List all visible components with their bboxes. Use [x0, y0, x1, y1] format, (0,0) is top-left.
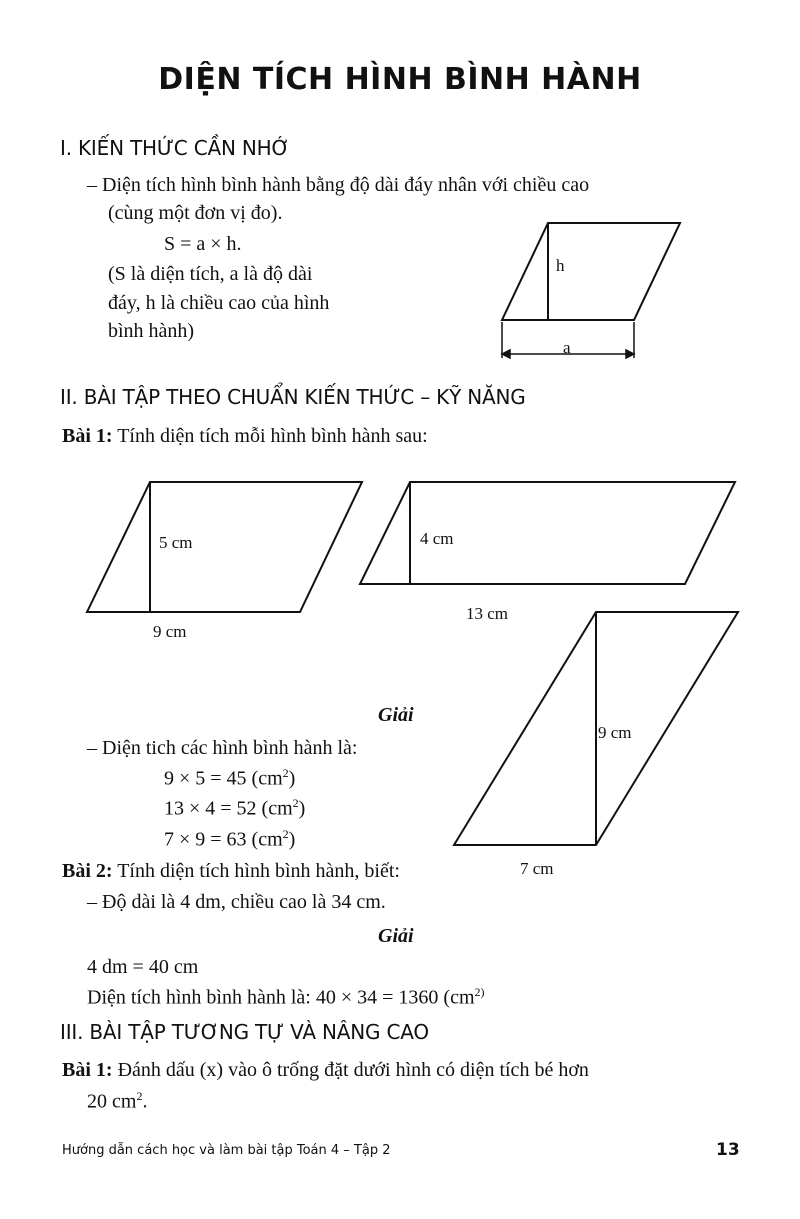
- fig2-height-label: 4 cm: [420, 529, 454, 548]
- solution-heading-1: Giải: [378, 704, 414, 726]
- parallelogram-1: [87, 482, 362, 612]
- fig2-base-label: 13 cm: [466, 604, 509, 623]
- parallelogram-2: [360, 482, 735, 584]
- fig1-height-label: 5 cm: [159, 533, 193, 552]
- fig3-base-label: 7 cm: [520, 859, 554, 878]
- section-1-heading: I. KIẾN THỨC CẦN NHỚ: [60, 136, 290, 160]
- formula-note-1: (S là diện tích, a là độ dài: [108, 263, 313, 285]
- height-label-h: h: [556, 256, 565, 275]
- exercise-label: Bài 1:: [62, 1059, 113, 1081]
- exercise-text: Đánh dấu (x) vào ô trống đặt dưới hình có diện tích bé hơn: [117, 1059, 589, 1081]
- section-1-line-2: (cùng một đơn vị đo).: [108, 202, 283, 224]
- solution-2-step-2: Diện tích hình bình hành là: 40 × 34 = 1360 ($cm^{2)}$: [87, 985, 485, 1009]
- fig1-base-label: 9 cm: [153, 622, 187, 641]
- parallelogram-3: [454, 612, 738, 845]
- section-3-exercise-1: [62, 1059, 589, 1082]
- calc-line-2: 13 × 4 = 52 $(cm^2)$: [164, 796, 306, 820]
- section-3-exercise-1-cont: 20 $cm^2$.: [87, 1089, 148, 1113]
- parallelogram-concept-figure: [502, 223, 680, 320]
- exercise-text: Tính diện tích mỗi hình bình hành sau:: [117, 425, 428, 447]
- base-label-a: a: [563, 338, 571, 357]
- footer-book-title: Hướng dẫn cách học và làm bài tập Toán 4 – Tập 2: [62, 1143, 391, 1158]
- section-2-heading: II. BÀI TẬP THEO CHUẨN KIẾN THỨC – KỸ NĂNG: [60, 385, 526, 409]
- fig3-height-label: 9 cm: [598, 723, 632, 742]
- exercise-1-prompt: [62, 425, 428, 448]
- calc-line-3: 7 × 9 = 63 $(cm^2)$: [164, 827, 296, 851]
- page-title: DIỆN TÍCH HÌNH BÌNH HÀNH: [158, 62, 642, 97]
- exercise-label: Bài 1:: [62, 425, 113, 447]
- area-formula: S = a × h.: [164, 233, 242, 255]
- solution-2-step-1: 4 dm = 40 cm: [87, 956, 199, 978]
- exercise-2-prompt: [62, 860, 400, 883]
- page-number: 13: [716, 1140, 740, 1160]
- section-3-heading: III. BÀI TẬP TƯƠNG TỰ VÀ NÂNG CAO: [60, 1020, 429, 1044]
- solution-intro: – Diện tich các hình bình hành là:: [87, 737, 358, 759]
- formula-note-2: đáy, h là chiều cao của hình: [108, 292, 330, 314]
- exercise-label: Bài 2:: [62, 860, 113, 882]
- solution-heading-2: Giải: [378, 925, 414, 947]
- section-1-line-1: – Diện tích hình bình hành bằng độ dài đáy nhân với chiều cao: [87, 174, 590, 196]
- calc-line-1: 9 × 5 = 45 $(cm^2)$: [164, 766, 296, 790]
- exercise-text: Tính diện tích hình bình hành, biết:: [117, 860, 400, 882]
- exercise-2-given: – Độ dài là 4 dm, chiều cao là 34 cm.: [87, 891, 386, 913]
- formula-note-3: bình hành): [108, 320, 195, 342]
